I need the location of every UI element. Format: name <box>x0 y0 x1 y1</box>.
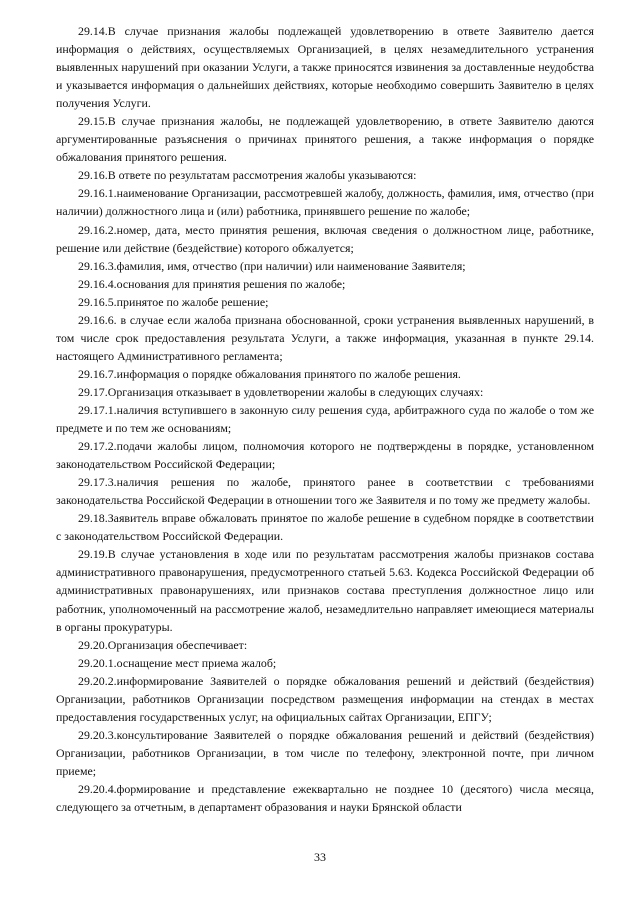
paragraph-29-16-4: 29.16.4.основания для принятия решения по жалобе; <box>78 276 346 291</box>
paragraph-29-17-2: 29.17.2.подачи жалобы лицом, полномочия которого не подтверждены в порядке, установленном законодательством Российской Федерации; <box>56 439 594 472</box>
paragraph-29-15: 29.15.В случае признания жалобы, не подлежащей удовлетворению, в ответе Заявителю даются аргументированные разъяснения о причинах принятого решения, а также информация о порядке обжалования принятого решения. <box>56 114 594 165</box>
page-number: 33 <box>314 850 326 864</box>
paragraph-29-16-6: 29.16.6. в случае если жалоба признана обоснованной, сроки устранения выявленных нарушений, в том числе срок предоставления результата Услуги, а также информация, указанная в пункте 29.14. настоящего Административного регламента; <box>56 312 594 363</box>
paragraph-29-20-1: 29.20.1.оснащение мест приема жалоб; <box>78 655 277 670</box>
paragraph-29-18: 29.18.Заявитель вправе обжаловать принятое по жалобе решение в судебном порядке в соответствии с законодательством Российской Федерации. <box>56 511 594 544</box>
paragraph-29-16-3: 29.16.3.фамилия, имя, отчество (при наличии) или наименование Заявителя; <box>78 258 466 273</box>
paragraph-29-20-3: 29.20.3.консультирование Заявителей о порядке обжалования решений и действий (бездействия) Организации, работников Организации, в том числе по телефону, электронной почте, при личном приеме; <box>56 727 594 778</box>
paragraph-29-17: 29.17.Организация отказывает в удовлетворении жалобы в следующих случаях: <box>78 384 484 399</box>
paragraph-29-20-2: 29.20.2.информирование Заявителей о порядке обжалования решений и действий (бездействия) Организации, работников Организации посредством размещения информации на стендах в местах предоставления государственных услуг, на официальных сайтах Организации, ЕПГУ; <box>56 673 594 724</box>
paragraph-29-14: 29.14.В случае признания жалобы подлежащей удовлетворению в ответе Заявителю дается информация о действиях, осуществляемых Организацией, в целях незамедлительного устранения выявленных нарушений при оказании Услуги, а также приносятся извинения за доставленные неудобства и указывается информация о дальнейших действиях, которые необходимо совершить Заявителю в целях получения Услуги. <box>56 24 594 111</box>
paragraph-29-17-1: 29.17.1.наличия вступившего в законную силу решения суда, арбитражного суда по жалобе о том же предмете и по тем же основаниям; <box>56 402 594 436</box>
paragraph-29-16: 29.16.В ответе по результатам рассмотрения жалобы указываются: <box>78 168 417 183</box>
paragraph-29-17-3: 29.17.3.наличия решения по жалобе, принятого ранее в соответствии с требованиями законодательства Российской Федерации в отношении того же Заявителя и по тому же предмету жалобы. <box>56 475 594 508</box>
paragraph-29-16-5: 29.16.5.принятое по жалобе решение; <box>78 294 269 309</box>
body-text <box>56 22 594 816</box>
paragraph-29-20-4: 29.20.4.формирование и представление ежеквартально не позднее 10 (десятого) числа месяца, следующего за отчетным, в департамент образования и науки Брянской области <box>56 781 594 815</box>
paragraph-29-19: 29.19.В случае установления в ходе или по результатам рассмотрения жалобы признаков состава административного правонарушения, предусмотренного статьей 5.63. Кодекса Российской Федерации об административных правонарушениях, или признаков состава преступления должностное лицо или работник, уполномоченный на рассмотрение жалоб, незамедлительно направляет имеющиеся материалы в органы прокуратуры. <box>56 547 594 634</box>
paragraph-29-16-7: 29.16.7.информация о порядке обжалования принятого по жалобе решения. <box>78 366 461 381</box>
paragraph-29-16-1: 29.16.1.наименование Организации, рассмотревшей жалобу, должность, фамилия, имя, отчество (при наличии) должностного лица и (или) работника, принявшего решение по жалобе; <box>56 186 594 219</box>
paragraph-29-16-2: 29.16.2.номер, дата, место принятия решения, включая сведения о должностном лице, работнике, решение или действие (бездействие) которого обжалуется; <box>56 222 594 255</box>
paragraph-29-20: 29.20.Организация обеспечивает: <box>78 637 248 652</box>
